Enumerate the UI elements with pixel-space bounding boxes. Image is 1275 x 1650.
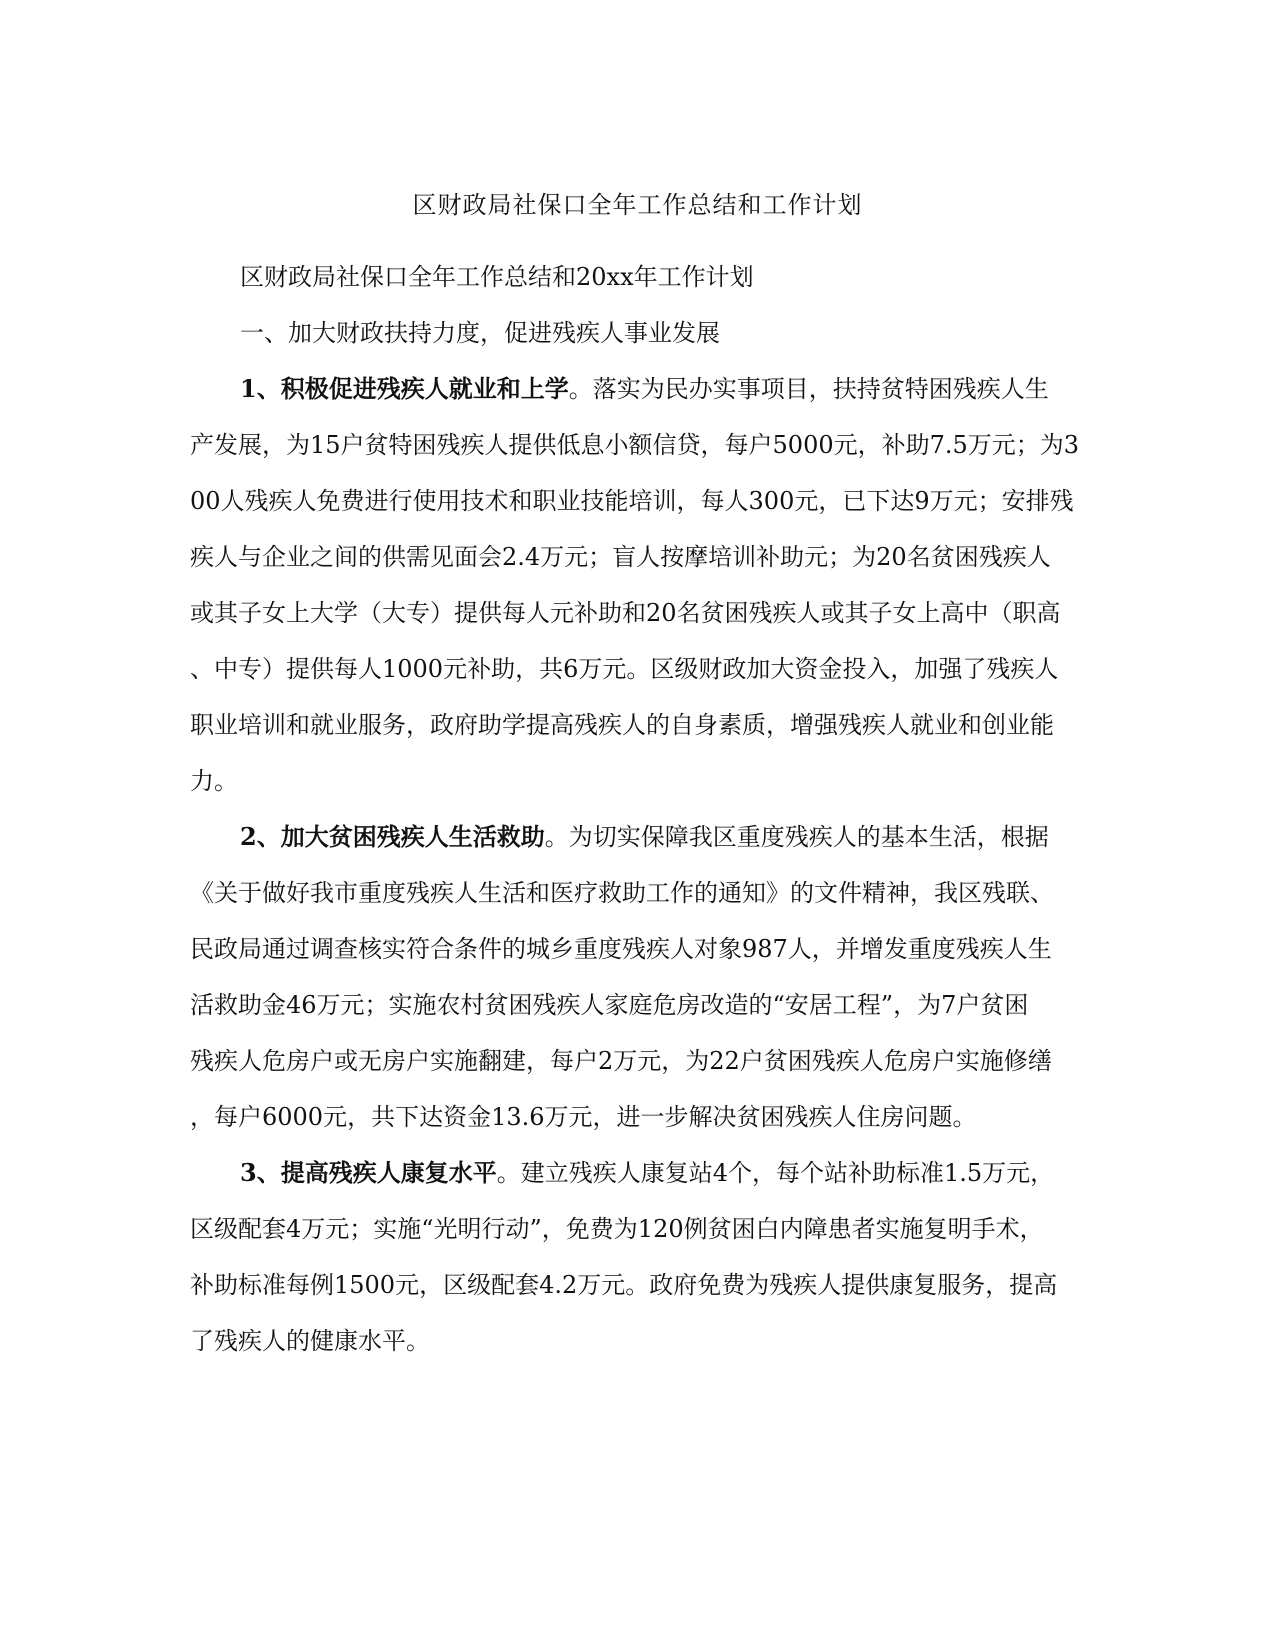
para1-line: 职业培训和就业服务，政府助学提高残疾人的自身素质，增强残疾人就业和创业能 <box>190 711 1054 739</box>
para2-line: ，每户6000元，共下达资金13.6万元，进一步解决贫困残疾人住房问题。 <box>190 1103 977 1131</box>
para1-heading: 1、积极促进残疾人就业和上学 <box>240 374 569 403</box>
para1-first-line <box>240 374 1049 404</box>
para2-line: 民政局通过调查核实符合条件的城乡重度残疾人对象987人，并增发重度残疾人生 <box>190 935 1052 963</box>
para3-line: 补助标准每例1500元，区级配套4.2万元。政府免费为残疾人提供康复服务，提高 <box>190 1271 1058 1299</box>
para1-line: 。落实为民办实事项目，扶持贫特困残疾人生 <box>568 375 1049 403</box>
para1-line: 00人残疾人免费进行使用技术和职业技能培训，每人300元，已下达9万元；安排残 <box>190 487 1074 515</box>
para1-line: 疾人与企业之间的供需见面会2.4万元；盲人按摩培训补助元；为20名贫困残疾人 <box>190 543 1051 571</box>
para2-line: 。为切实保障我区重度残疾人的基本生活，根据 <box>544 823 1049 851</box>
para1-line: 、中专）提供每人1000元补助，共6万元。区级财政加大资金投入，加强了残疾人 <box>190 655 1059 683</box>
para3-line: 区级配套4万元；实施“光明行动”，免费为120例贫困白内障患者实施复明手术， <box>190 1215 1044 1243</box>
para3-heading: 3、提高残疾人康复水平 <box>240 1158 497 1187</box>
para1-line: 或其子女上大学（大专）提供每人元补助和20名贫困残疾人或其子女上高中（职高 <box>190 599 1061 627</box>
para2-first-line <box>240 822 1049 852</box>
para2-line: 活救助金46万元；实施农村贫困残疾人家庭危房改造的“安居工程”，为7户贫困 <box>190 991 1029 1019</box>
para2-line: 残疾人危房户或无房户实施翻建，每户2万元，为22户贫困残疾人危房户实施修缮 <box>190 1047 1052 1075</box>
para3-first-line <box>240 1158 1054 1188</box>
para3-line: 。建立残疾人康复站4个，每个站补助标准1.5万元， <box>496 1159 1055 1187</box>
para2-line: 《关于做好我市重度残疾人生活和医疗救助工作的通知》的文件精神，我区残联、 <box>190 879 1054 907</box>
para2-heading: 2、加大贫困残疾人生活救助 <box>240 822 545 851</box>
document-title: 区财政局社保口全年工作总结和工作计划 <box>412 191 863 219</box>
document-subtitle: 区财政局社保口全年工作总结和20xx年工作计划 <box>240 263 754 291</box>
para3-line: 了残疾人的健康水平。 <box>190 1327 430 1355</box>
section-heading-1: 一、加大财政扶持力度，促进残疾人事业发展 <box>240 319 720 347</box>
para1-line: 产发展，为15户贫特困残疾人提供低息小额信贷，每户5000元，补助7.5万元；为3 <box>190 431 1080 459</box>
para1-line: 力。 <box>190 767 238 795</box>
